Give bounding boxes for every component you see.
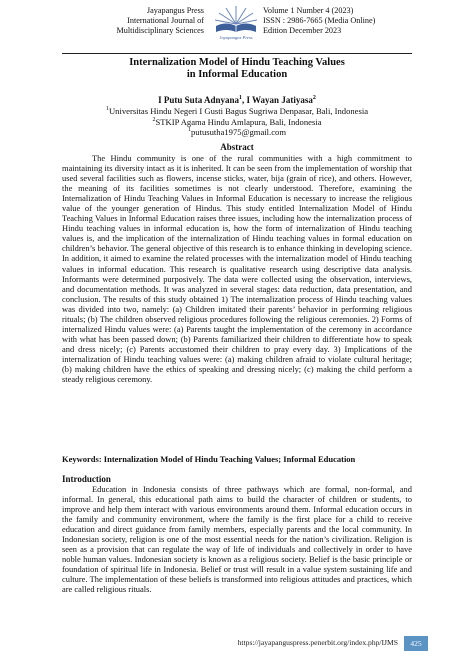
page-number: 425 bbox=[404, 636, 428, 651]
affiliation-mark: 2 bbox=[152, 117, 156, 124]
email-text[interactable]: putusutha1975@gmail.com bbox=[190, 127, 287, 137]
open-book-sunburst-icon bbox=[211, 4, 261, 42]
author-2: I Wayan Jatiyasa bbox=[246, 95, 313, 105]
journal-url[interactable]: https://jayapanguspress.penerbit.org/index.php/IJMS bbox=[237, 638, 398, 647]
affiliation-1 bbox=[0, 106, 474, 116]
logo-text: Jayapangus Press bbox=[219, 35, 253, 40]
edition-date: Edition December 2023 bbox=[263, 26, 342, 35]
page-footer bbox=[0, 636, 474, 654]
header-divider bbox=[62, 53, 412, 54]
affiliation-text: STKIP Agama Hindu Amlapura, Bali, Indonesia bbox=[155, 117, 322, 127]
journal-name-line-2: Multidisciplinary Sciences bbox=[116, 26, 204, 35]
introduction-body bbox=[62, 484, 412, 595]
author-email bbox=[0, 127, 474, 137]
affiliation-text: Universitas Hindu Negeri I Gusti Bagus Sugriwa Denpasar, Bali, Indonesia bbox=[108, 106, 369, 116]
keywords: Keywords: Internalization Model of Hindu Teaching Values; Informal Education bbox=[62, 454, 356, 464]
journal-header bbox=[0, 6, 474, 52]
author-1-affiliation-mark: 1 bbox=[238, 95, 242, 101]
paper-title bbox=[0, 57, 474, 80]
paper-title-line-2: in Informal Education bbox=[186, 68, 288, 80]
journal-name-block bbox=[116, 6, 204, 36]
paper-title-line-1: Internalization Model of Hindu Teaching Values bbox=[129, 57, 345, 68]
abstract-body bbox=[62, 153, 412, 384]
author-1: I Putu Suta Adnyana bbox=[158, 95, 239, 105]
author-list bbox=[0, 95, 474, 105]
abstract-paragraph: The Hindu community is one of the rural communities with a high commitment to maintaining its diversity intact as it is inherited. It can be seen from the implementation of worship that used several facilities such as flowers, incense sticks, water, bija (grain of rice), and others. However, the meaning of its facilities sometimes is not clearly understood. Therefore, examining the Internalization of Hindu Teaching Values in Informal Education is necessary to increase the religious value of the younger generation of Hindus. This study entitled Internalization Model of Hindu Teaching Values in Informal Education raises three issues, including how the internalization process of Hindu teaching values in informal education is, how the form of internalization of Hindu teaching values is, and the implication of the internalization of Hindu teaching values in formal education on children’s behavior. The general objective of this research is to enhance thinking in developing science. In addition, it aimed to examine the related processes with the internalization model of Hindu teaching values in informal education. This research is qualitative research using descriptive data analysis. Informants were determined purposively. The data were collected using the observation, interviews, and documentation methods. It was analyzed in several stages: data reduction, data presentation, and conclusion. The results of this study obtained 1) The internalization process of Hindu teaching values was divided into two, namely: (a) Children imitated their parents’ behavior in performing religious rituals; (b) The children observed religious procedures following the religious ceremonies. 2) Forms of internalized Hindu values were: (a) Parents taught the implementation of the ceremony in accordance with what has been passed down; (b) Parents familiarized their children to differentiate how to speak and dress nicely; (c) Parents accustomed their children to pray every day. 3) Implications of the internalization of Hindu teaching values were: (a) making children afraid to violate cultural heritage; (b) making children have the ethics of speaking and dressing nicely; (c) making the child perform a steady religious ceremony. bbox=[62, 153, 412, 385]
author-2-affiliation-mark: 2 bbox=[312, 95, 316, 101]
author-separator: , bbox=[241, 95, 247, 105]
volume-number: Volume 1 Number 4 (2023) bbox=[263, 6, 354, 15]
affiliation-mark: 1 bbox=[187, 127, 191, 134]
introduction-heading: Introduction bbox=[62, 474, 111, 484]
introduction-paragraph: Education in Indonesia consists of three pathways which are formal, non-formal, and informal. In general, this educational path aims to build the character of children or students, to improve and help them interact with various environments around them. Informal education occurs in the family and community environment, where the family is the first place for a child to receive education and direct guidance from family members, especially parents and the local community. In Indonesian society, religion is one of the most essential needs for the nation’s civilization. Religion is seen as a provision that can regulate the way of life of individuals and collectively in order to have noble human values. Indonesian society is known as a religious society. Belief is the basic principle or foundation of spiritual life in Indonesia. Belief or trust will result in a value system sustaining life and culture. The implementation of these beliefs is transformed into religious attitudes and practices, which are called religious rituals. bbox=[62, 484, 412, 595]
issn: ISSN : 2986-7665 (Media Online) bbox=[263, 16, 376, 25]
publisher-name: Jayapangus Press bbox=[146, 6, 204, 15]
journal-edition-block bbox=[263, 6, 375, 36]
journal-name-line-1: International Journal of bbox=[127, 16, 204, 25]
affiliation-mark: 1 bbox=[105, 106, 109, 113]
affiliation-2 bbox=[0, 117, 474, 127]
abstract-heading: Abstract bbox=[220, 142, 254, 152]
